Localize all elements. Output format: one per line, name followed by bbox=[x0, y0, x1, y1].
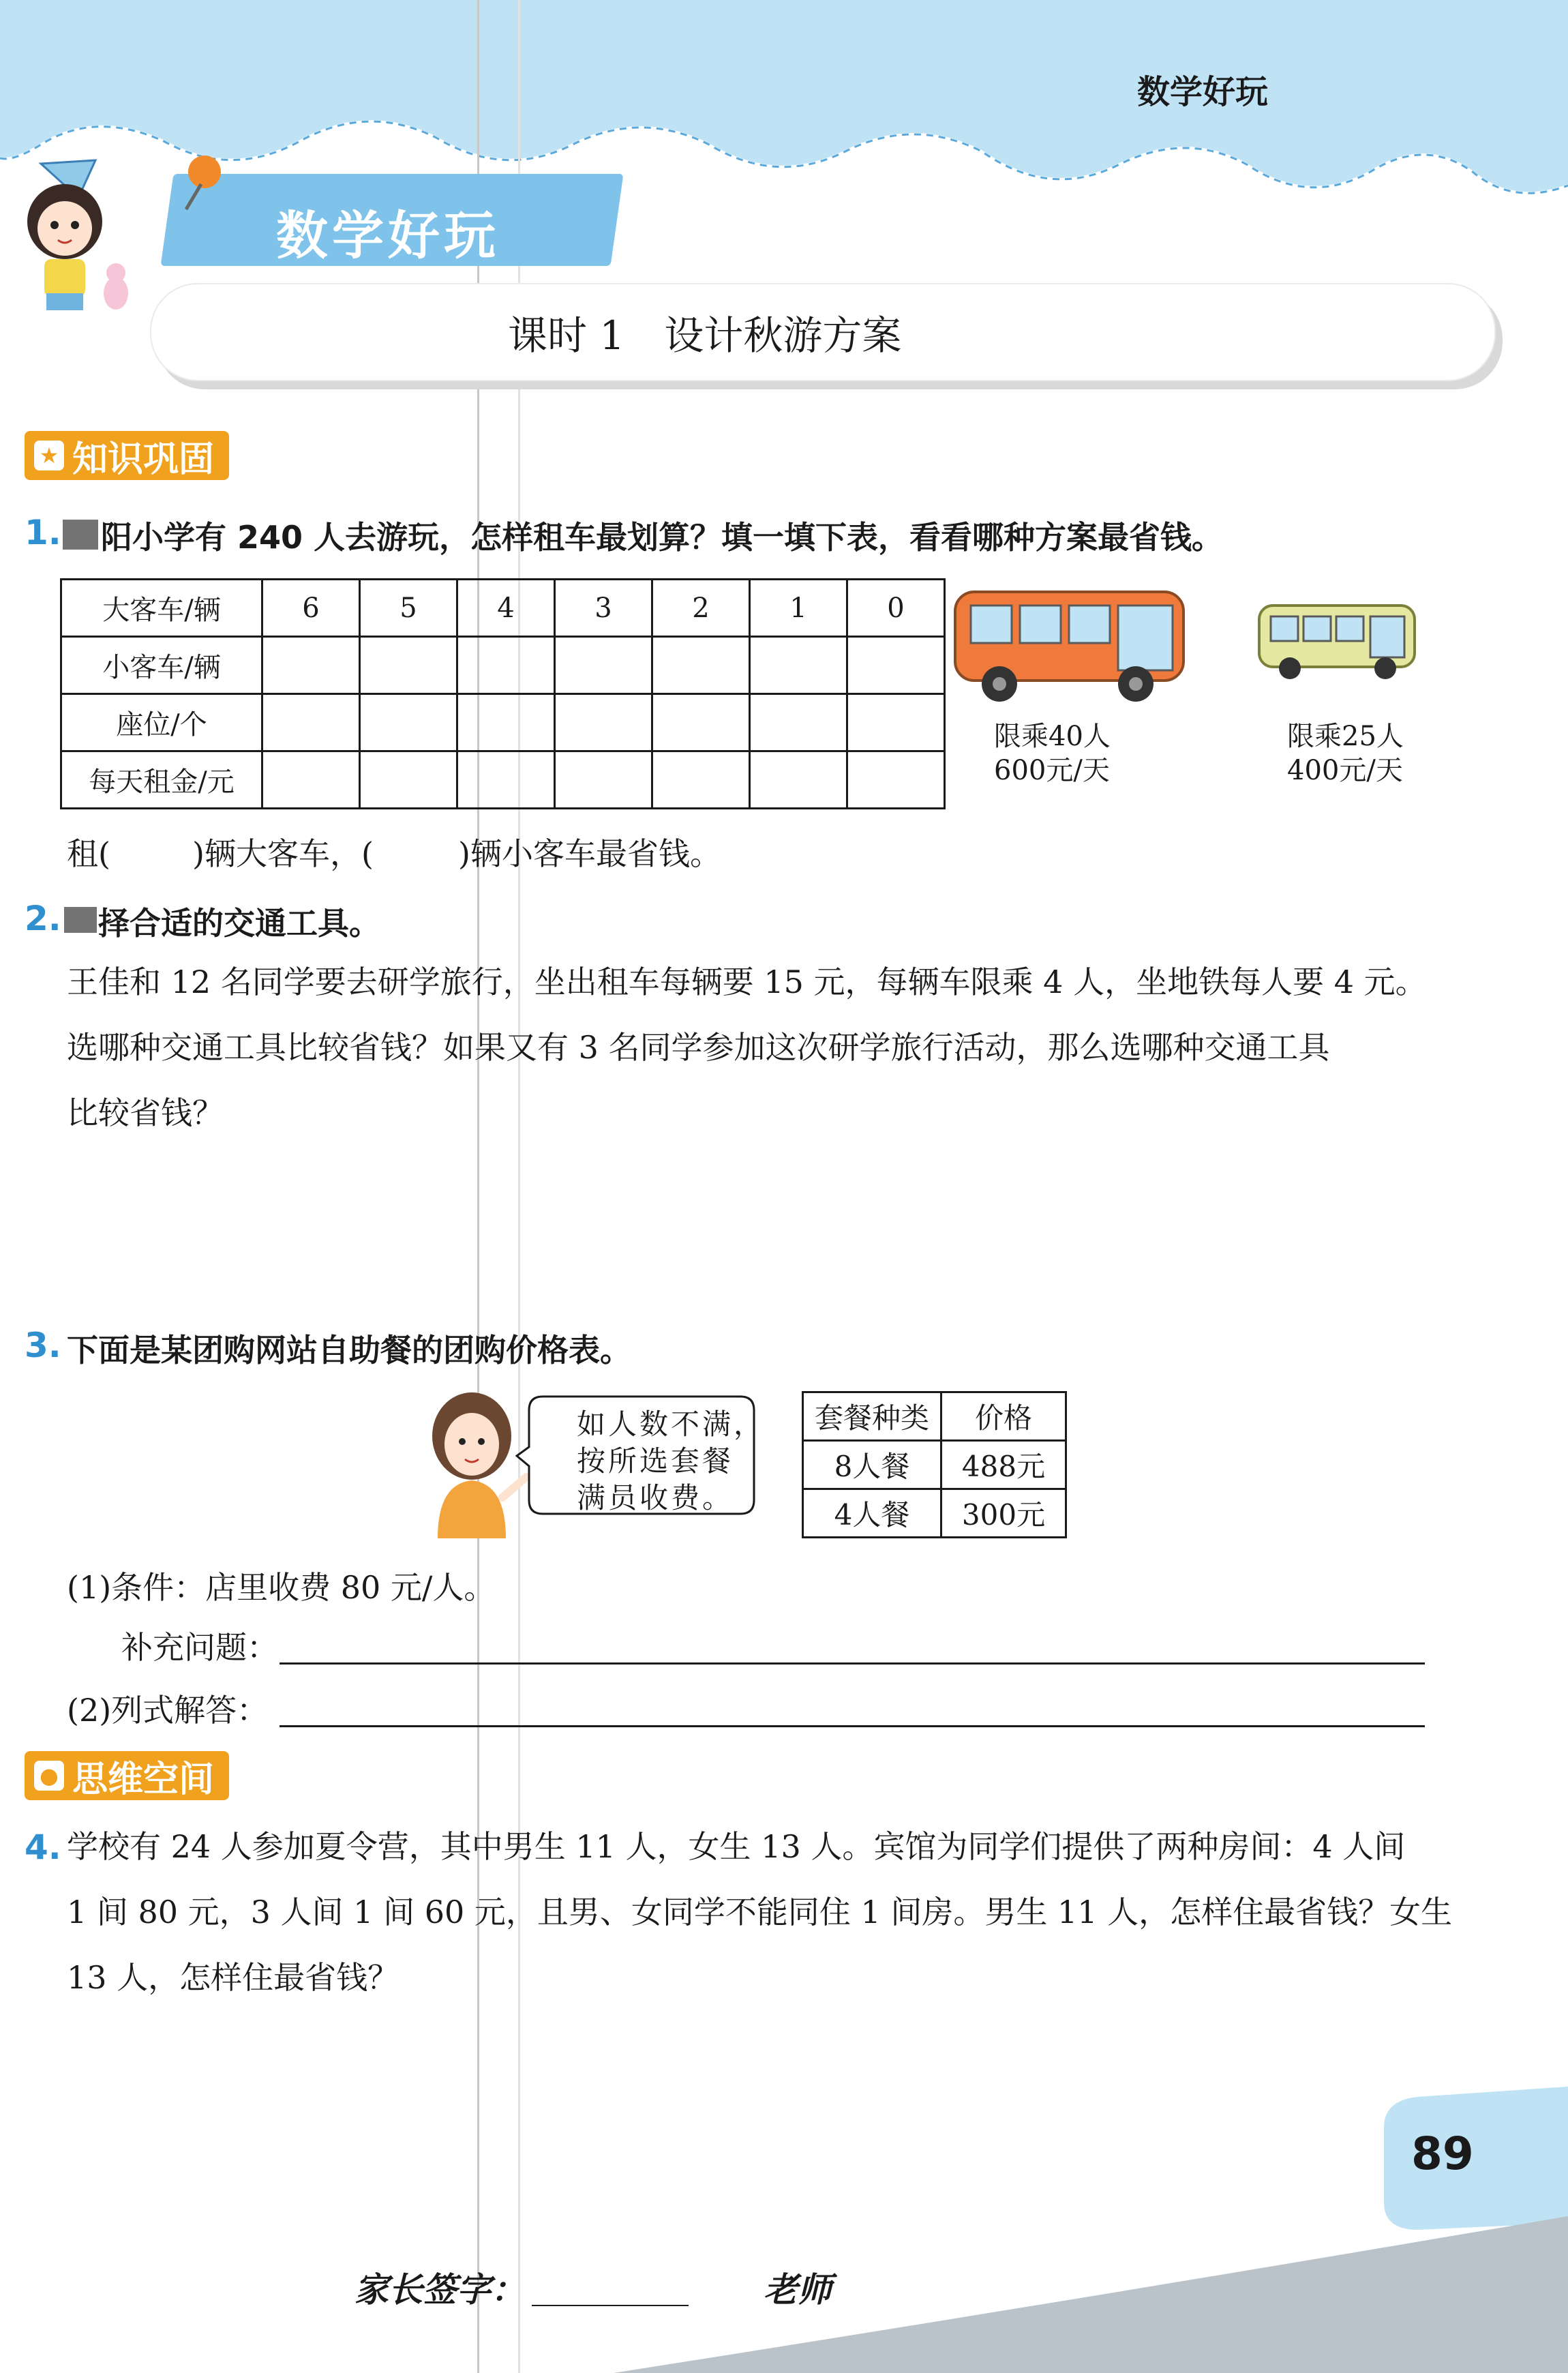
small-bus-capacity: 限乘25人 bbox=[1287, 721, 1404, 752]
table-cell: 2 bbox=[652, 580, 750, 637]
section-title: 知识巩固 bbox=[72, 438, 215, 480]
page-curl bbox=[614, 2216, 1568, 2373]
price-table-header: 套餐种类 bbox=[803, 1392, 941, 1441]
bus-rental-table bbox=[60, 578, 946, 809]
answer-cell[interactable] bbox=[457, 637, 555, 694]
answer-cell[interactable] bbox=[555, 694, 652, 751]
question-number: 3. bbox=[25, 1326, 61, 1365]
parent-signature-label: 家长签字： bbox=[355, 2269, 525, 2310]
answer-cell[interactable] bbox=[555, 751, 652, 809]
section-header-consolidation bbox=[25, 431, 229, 480]
bubble-line: 满员收费。 bbox=[577, 1481, 734, 1514]
answer-suffix: )辆小客车最省钱。 bbox=[458, 835, 721, 872]
solve-answer-line[interactable] bbox=[280, 1725, 1425, 1727]
question-number: 4. bbox=[25, 1827, 61, 1867]
ink-smudge bbox=[63, 520, 98, 550]
supplement-answer-line[interactable] bbox=[280, 1662, 1425, 1665]
question-text: 下面是某团购网站自助餐的团购价格表。 bbox=[67, 1332, 631, 1369]
row-label: 大客车/辆 bbox=[61, 580, 262, 637]
question-text: 阳小学有 240 人去游玩，怎样租车最划算？填一填下表，看看哪种方案最省钱。 bbox=[101, 519, 1224, 556]
table-row bbox=[61, 637, 945, 694]
supplement-label: 补充问题： bbox=[121, 1629, 278, 1666]
lesson-title: 课时 1 设计秋游方案 bbox=[508, 312, 902, 359]
table-cell: 6 bbox=[262, 580, 360, 637]
price-table-cell: 8人餐 bbox=[803, 1441, 941, 1489]
ink-smudge bbox=[64, 907, 97, 933]
answer-cell[interactable] bbox=[847, 637, 945, 694]
answer-cell[interactable] bbox=[555, 637, 652, 694]
price-table-cell: 300元 bbox=[941, 1489, 1066, 1538]
section-header-thinking bbox=[25, 1751, 229, 1800]
table-cell: 3 bbox=[555, 580, 652, 637]
big-bus-price: 600元/天 bbox=[994, 755, 1110, 786]
parent-signature-line[interactable] bbox=[532, 2305, 689, 2306]
answer-cell[interactable] bbox=[652, 637, 750, 694]
page-number: 89 bbox=[1411, 2128, 1474, 2180]
problem-line: 王佳和 12 名同学要去研学旅行，坐出租车每辆要 15 元，每辆车限乘 4 人，坐地铁每人要 4 元。 bbox=[67, 964, 1427, 1000]
star-icon: ★ bbox=[34, 441, 64, 471]
teacher-label: 老师 bbox=[764, 2269, 832, 2310]
big-bus-icon bbox=[952, 585, 1190, 708]
question-text: 择合适的交通工具。 bbox=[98, 905, 380, 942]
table-cell: 5 bbox=[360, 580, 457, 637]
answer-cell[interactable] bbox=[457, 751, 555, 809]
answer-cell[interactable] bbox=[750, 751, 847, 809]
lightbulb-icon: ● bbox=[34, 1761, 64, 1791]
answer-cell[interactable] bbox=[750, 637, 847, 694]
table-cell: 0 bbox=[847, 580, 945, 637]
answer-middle: )辆大客车，( bbox=[192, 835, 374, 872]
row-label: 小客车/辆 bbox=[61, 637, 262, 694]
row-label: 每天租金/元 bbox=[61, 751, 262, 809]
answer-cell[interactable] bbox=[457, 694, 555, 751]
table-cell: 4 bbox=[457, 580, 555, 637]
answer-cell[interactable] bbox=[847, 694, 945, 751]
table-row bbox=[61, 694, 945, 751]
group-price-table bbox=[802, 1391, 1067, 1538]
section-title: 思维空间 bbox=[72, 1759, 215, 1800]
answer-cell[interactable] bbox=[652, 694, 750, 751]
answer-cell[interactable] bbox=[750, 694, 847, 751]
row-label: 座位/个 bbox=[61, 694, 262, 751]
problem-line: 选哪种交通工具比较省钱？如果又有 3 名同学参加这次研学旅行活动，那么选哪种交通工具 bbox=[67, 1029, 1330, 1066]
answer-cell[interactable] bbox=[262, 751, 360, 809]
table-row bbox=[61, 751, 945, 809]
problem-line: 13 人，怎样住最省钱？ bbox=[67, 1959, 399, 1996]
price-table-cell: 4人餐 bbox=[803, 1489, 941, 1538]
answer-cell[interactable] bbox=[360, 637, 457, 694]
table-cell: 1 bbox=[750, 580, 847, 637]
problem-line: 1 间 80 元，3 人间 1 间 60 元，且男、女同学不能同住 1 间房。男生 11 人，怎样住最省钱？女生 bbox=[67, 1894, 1453, 1930]
answer-prefix: 租( bbox=[67, 835, 110, 872]
table-row bbox=[61, 580, 945, 637]
question-number: 1. bbox=[25, 513, 61, 552]
pushpin-icon bbox=[174, 151, 228, 213]
small-bus-icon bbox=[1256, 600, 1419, 682]
answer-cell[interactable] bbox=[262, 637, 360, 694]
price-table-cell: 488元 bbox=[941, 1441, 1066, 1489]
answer-cell[interactable] bbox=[652, 751, 750, 809]
answer-cell[interactable] bbox=[360, 751, 457, 809]
problem-line: 比较省钱？ bbox=[67, 1094, 224, 1131]
answer-cell[interactable] bbox=[262, 694, 360, 751]
bubble-line: 按所选套餐 bbox=[577, 1444, 734, 1478]
question-number: 2. bbox=[25, 899, 61, 938]
girl-mascot-icon bbox=[14, 157, 150, 327]
price-table-header: 价格 bbox=[941, 1392, 1066, 1441]
small-bus-price: 400元/天 bbox=[1287, 755, 1403, 786]
running-title: 数学好玩 bbox=[1136, 73, 1268, 111]
problem-line: 学校有 24 人参加夏令营，其中男生 11 人，女生 13 人。宾馆为同学们提供了两种房间：4 人间 bbox=[67, 1828, 1406, 1865]
answer-cell[interactable] bbox=[360, 694, 457, 751]
answer-cell[interactable] bbox=[847, 751, 945, 809]
big-bus-capacity: 限乘40人 bbox=[994, 721, 1111, 752]
condition-text: (1)条件：店里收费 80 元/人。 bbox=[67, 1569, 496, 1606]
banner-title: 数学好玩 bbox=[276, 205, 500, 266]
solve-label: (2)列式解答： bbox=[67, 1692, 269, 1729]
bubble-line: 如人数不满， bbox=[577, 1407, 766, 1441]
